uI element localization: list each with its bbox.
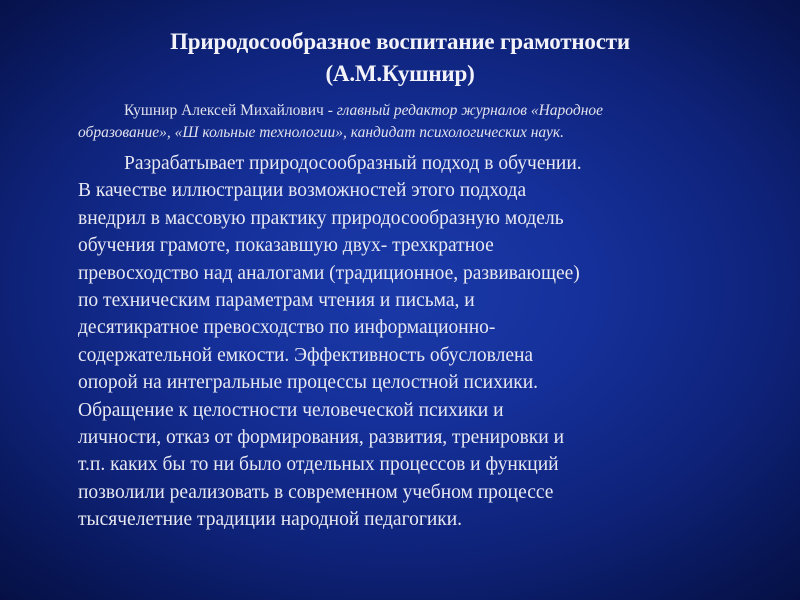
author-description-part-1: главный редактор журналов «Народное — [336, 102, 604, 119]
author-description-part-2: образование», «Ш кольные технологии», кандидат психологических наук. — [78, 124, 564, 141]
author-name: Кушнир Алексей Михайлович - — [124, 102, 337, 119]
body-line: превосходство над аналогами (традиционное, развивающее) — [78, 262, 580, 284]
body-line: т.п. каких бы то ни было отдельных процессов и функций — [78, 454, 559, 476]
body-line: содержательной емкости. Эффективность обусловлена — [78, 344, 534, 366]
body-paragraph — [78, 150, 750, 533]
body-line: личности, отказ от формирования, развития, тренировки и — [78, 426, 565, 448]
body-line: Обращение к целостности человеческой психики и — [78, 399, 504, 421]
slide-title — [60, 26, 740, 90]
title-line-1: Природосообразное воспитание грамотности — [170, 29, 630, 54]
body-line: десятикратное превосходство по информационно- — [78, 317, 496, 339]
body-line: обучения грамоте, показавшую двух- трехкратное — [78, 235, 494, 257]
title-line-2: (А.М.Кушнир) — [325, 61, 475, 86]
body-line: опорой на интегральные процессы целостной психики. — [78, 372, 539, 394]
author-info — [78, 100, 728, 144]
body-line: В качестве иллюстрации возможностей этого подхода — [78, 180, 527, 202]
body-line: по техническим параметрам чтения и письма, и — [78, 289, 475, 311]
body-line: позволили реализовать в современном учебном процессе — [78, 481, 554, 503]
author-info-line-1 — [78, 100, 728, 122]
body-line: внедрил в массовую практику природосообразную модель — [78, 207, 564, 229]
body-line: Разрабатывает природосообразный подход в обучении. — [124, 153, 582, 174]
body-line: тысячелетние традиции народной педагогики. — [78, 509, 463, 531]
